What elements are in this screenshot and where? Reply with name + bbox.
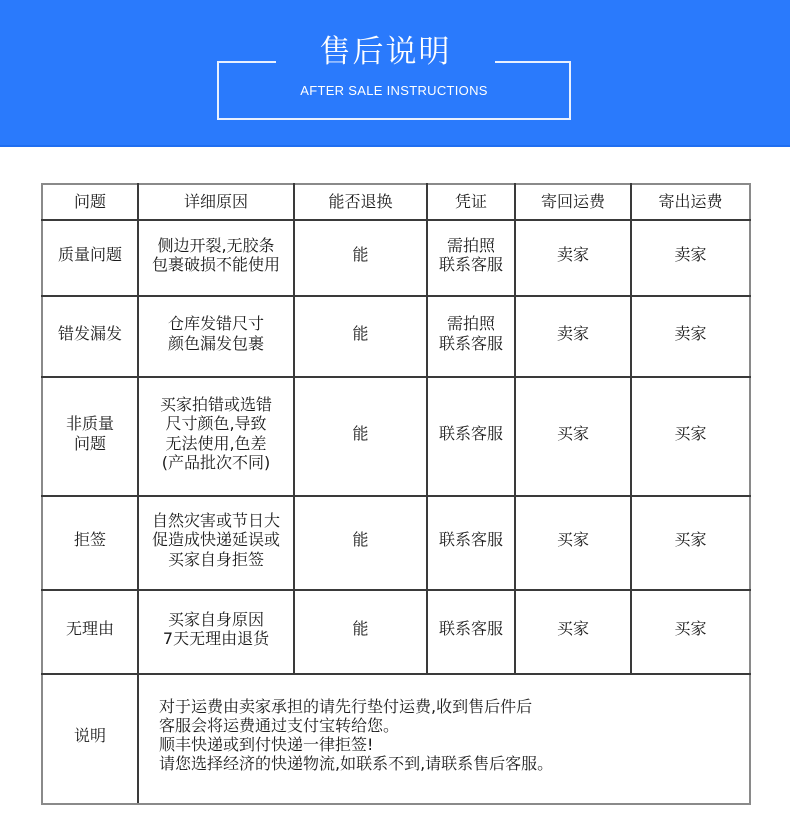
proof-cell: 需拍照 联系客服 [427,296,515,377]
send-shipping-cell: 买家 [631,377,750,496]
after-sale-table [41,183,751,805]
return-shipping-cell: 卖家 [515,296,631,377]
returnable-cell: 能 [294,377,427,496]
page-subtitle: AFTER SALE INSTRUCTIONS [300,83,488,98]
issue-cell: 错发漏发 [42,296,138,377]
reason-cell: 侧边开裂,无胶条 包裹破损不能使用 [138,220,294,296]
proof-cell: 联系客服 [427,377,515,496]
column-header-return-shipping: 寄回运费 [515,184,631,220]
column-header-issue: 问题 [42,184,138,220]
returnable-cell: 能 [294,220,427,296]
table-row [42,220,750,296]
page-title: 售后说明 [319,34,452,70]
issue-cell: 无理由 [42,590,138,674]
frame-decoration-bottom [217,118,571,120]
return-shipping-cell: 卖家 [515,220,631,296]
column-header-send-shipping: 寄出运费 [631,184,750,220]
note-label: 说明 [42,674,138,804]
table-row [42,377,750,496]
note-line: 请您选择经济的快递物流,如联系不到,请联系售后客服。 [159,754,554,773]
column-header-proof: 凭证 [427,184,515,220]
return-shipping-cell: 买家 [515,590,631,674]
column-header-reason: 详细原因 [138,184,294,220]
return-shipping-cell: 买家 [515,496,631,590]
reason-cell: 买家自身原因 7天无理由退货 [138,590,294,674]
note-content [138,674,750,804]
issue-cell: 非质量 问题 [42,377,138,496]
table-row [42,590,750,674]
note-line: 客服会将运费通过支付宝转给您。 [159,716,400,735]
note-line: 顺丰快递或到付快递一律拒签! [159,735,374,754]
returnable-cell: 能 [294,296,427,377]
send-shipping-cell: 买家 [631,496,750,590]
table-row [42,496,750,590]
returnable-cell: 能 [294,590,427,674]
return-shipping-cell: 买家 [515,377,631,496]
note-row [42,674,750,804]
send-shipping-cell: 买家 [631,590,750,674]
send-shipping-cell: 卖家 [631,296,750,377]
issue-cell: 拒签 [42,496,138,590]
proof-cell: 联系客服 [427,590,515,674]
returnable-cell: 能 [294,496,427,590]
column-header-returnable: 能否退换 [294,184,427,220]
reason-cell: 仓库发错尺寸 颜色漏发包裹 [138,296,294,377]
table-header-row [42,184,750,220]
header-banner [0,0,790,147]
reason-cell: 买家拍错或选错 尺寸颜色,导致 无法使用,色差 (产品批次不同) [138,377,294,496]
reason-cell: 自然灾害或节日大 促造成快递延误或 买家自身拒签 [138,496,294,590]
note-line: 对于运费由卖家承担的请先行垫付运费,收到售后件后 [159,697,533,716]
table-row [42,296,750,377]
send-shipping-cell: 卖家 [631,220,750,296]
proof-cell: 需拍照 联系客服 [427,220,515,296]
proof-cell: 联系客服 [427,496,515,590]
issue-cell: 质量问题 [42,220,138,296]
